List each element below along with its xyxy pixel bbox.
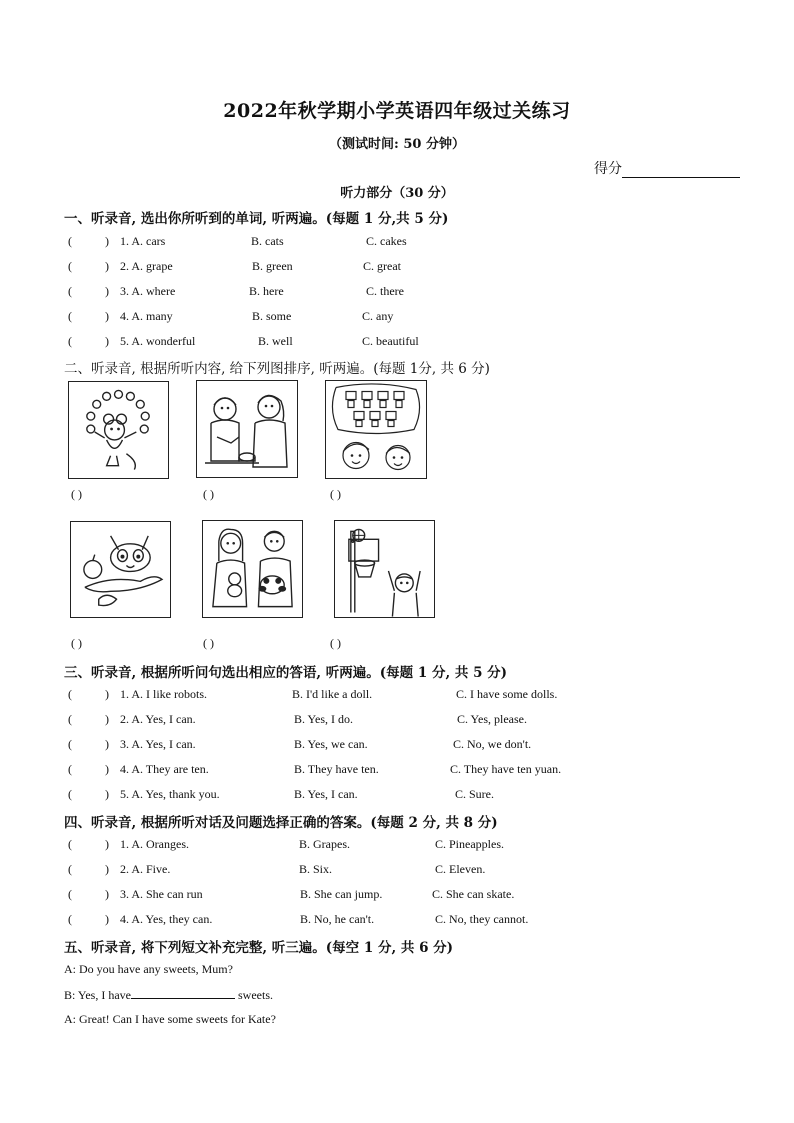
boy-girl-cake-illustration	[197, 381, 297, 477]
option-a: 1. A. Oranges.	[120, 837, 189, 851]
score-blank[interactable]	[622, 163, 740, 178]
option-a: 1. A. I like robots.	[120, 687, 207, 701]
dialogue-line	[64, 962, 233, 977]
answer-paren-close: )	[105, 862, 109, 876]
answer-paren-open[interactable]: (	[68, 887, 72, 901]
boy-girl-cake-picture	[196, 380, 298, 478]
option-a: 3. A. Yes, I can.	[120, 737, 196, 751]
answer-paren-close: )	[105, 687, 109, 701]
section1-heading: 一、听录音, 选出你所听到的单词, 听两遍。(每题 1 分,共 5 分)	[64, 211, 449, 227]
answer-paren-close: )	[105, 762, 109, 776]
answer-paren-close: )	[105, 912, 109, 926]
answer-paren-open[interactable]: (	[68, 787, 72, 801]
option-c: C. No, we don't.	[453, 737, 532, 751]
option-b: B. Yes, I do.	[294, 712, 354, 726]
score-label: 得分	[594, 161, 622, 177]
option-b: B. here	[249, 284, 284, 298]
answer-paren-close: )	[105, 737, 109, 751]
answer-paren-open[interactable]: (	[68, 912, 72, 926]
option-b: B. Yes, I can.	[294, 787, 358, 801]
dialogue-text: A: Do you have any sweets, Mum?	[64, 962, 233, 976]
page-title: 2022年秋学期小学英语四年级过关练习	[223, 100, 571, 122]
robots-kids-picture	[325, 380, 427, 479]
option-a: 3. A. where	[120, 284, 176, 298]
answer-paren-close: )	[105, 309, 109, 323]
dialogue-text: B: Yes, I have	[64, 988, 132, 1002]
option-a: 4. A. They are ten.	[120, 762, 209, 776]
option-b: B. green	[252, 259, 293, 273]
answer-paren-open[interactable]: (	[68, 309, 72, 323]
option-a: 4. A. many	[120, 309, 173, 323]
score-field	[594, 158, 740, 178]
option-c: C. No, they cannot.	[435, 912, 529, 926]
cat-apple-illustration	[71, 522, 170, 617]
option-b: B. some	[252, 309, 292, 323]
fill-blank[interactable]	[131, 987, 235, 999]
kids-dolls-picture	[202, 520, 303, 618]
section4-heading: 四、听录音, 根据所听对话及问题选择正确的答案。(每题 2 分, 共 8 分)	[64, 815, 498, 831]
option-b: B. Yes, we can.	[294, 737, 368, 751]
answer-paren-open[interactable]: (	[68, 762, 72, 776]
option-c: C. beautiful	[362, 334, 419, 348]
option-a: 2. A. Yes, I can.	[120, 712, 196, 726]
option-c: C. Sure.	[455, 787, 494, 801]
option-c: C. cakes	[366, 234, 407, 248]
order-blank[interactable]: ( )	[71, 487, 82, 501]
dialogue-line	[64, 1012, 276, 1027]
option-b: B. No, he can't.	[300, 912, 375, 926]
option-c: C. Eleven.	[435, 862, 486, 876]
test-time: （测试时间: 50 分钟）	[329, 137, 465, 152]
answer-paren-close: )	[105, 787, 109, 801]
cat-apple-picture	[70, 521, 171, 618]
option-c: C. great	[363, 259, 401, 273]
kids-dolls-illustration	[203, 521, 302, 617]
answer-paren-open[interactable]: (	[68, 259, 72, 273]
mouse-juggling-picture	[68, 381, 169, 479]
option-c: C. there	[366, 284, 404, 298]
basketball-illustration	[335, 521, 434, 617]
robots-kids-illustration	[326, 381, 426, 478]
section5-heading: 五、听录音, 将下列短文补充完整, 听三遍。(每空 1 分, 共 6 分)	[64, 940, 454, 956]
option-c: C. She can skate.	[432, 887, 515, 901]
option-b: B. well	[258, 334, 293, 348]
option-a: 2. A. Five.	[120, 862, 171, 876]
option-a: 1. A. cars	[120, 234, 166, 248]
order-blank[interactable]: ( )	[330, 487, 341, 501]
answer-paren-close: )	[105, 334, 109, 348]
option-b: B. cats	[251, 234, 284, 248]
basketball-picture	[334, 520, 435, 618]
option-b: B. Six.	[299, 862, 333, 876]
answer-paren-open[interactable]: (	[68, 712, 72, 726]
answer-paren-open[interactable]: (	[68, 862, 72, 876]
answer-paren-open[interactable]: (	[68, 284, 72, 298]
order-blank[interactable]: ( )	[71, 636, 82, 650]
option-c: C. Yes, please.	[457, 712, 528, 726]
option-a: 2. A. grape	[120, 259, 173, 273]
section2-heading: 二、听录音, 根据所听内容, 给下列图排序, 听两遍。(每题 1分, 共 6 分)	[64, 361, 490, 377]
option-a: 3. A. She can run	[120, 887, 203, 901]
option-c: C. Pineapples.	[435, 837, 504, 851]
mouse-juggling-illustration	[69, 382, 168, 478]
dialogue-line	[64, 987, 273, 1003]
option-b: B. Grapes.	[299, 837, 350, 851]
answer-paren-open[interactable]: (	[68, 234, 72, 248]
answer-paren-open[interactable]: (	[68, 687, 72, 701]
answer-paren-close: )	[105, 259, 109, 273]
section3-heading: 三、听录音, 根据所听问句选出相应的答语, 听两遍。(每题 1 分, 共 5 分)	[64, 665, 508, 681]
answer-paren-open[interactable]: (	[68, 334, 72, 348]
option-a: 5. A. Yes, thank you.	[120, 787, 220, 801]
order-blank[interactable]: ( )	[203, 636, 214, 650]
order-blank[interactable]: ( )	[203, 487, 214, 501]
answer-paren-open[interactable]: (	[68, 837, 72, 851]
option-b: B. They have ten.	[294, 762, 379, 776]
answer-paren-close: )	[105, 284, 109, 298]
option-a: 4. A. Yes, they can.	[120, 912, 213, 926]
order-blank[interactable]: ( )	[330, 636, 341, 650]
answer-paren-close: )	[105, 837, 109, 851]
dialogue-text-after: sweets.	[235, 988, 274, 1002]
answer-paren-close: )	[105, 887, 109, 901]
option-b: B. I'd like a doll.	[292, 687, 373, 701]
dialogue-text: A: Great! Can I have some sweets for Kate?	[64, 1012, 276, 1026]
option-a: 5. A. wonderful	[120, 334, 196, 348]
answer-paren-close: )	[105, 712, 109, 726]
answer-paren-close: )	[105, 234, 109, 248]
option-c: C. any	[362, 309, 394, 323]
option-c: C. They have ten yuan.	[450, 762, 562, 776]
option-b: B. She can jump.	[300, 887, 383, 901]
option-c: C. I have some dolls.	[456, 687, 558, 701]
answer-paren-open[interactable]: (	[68, 737, 72, 751]
listening-part-title: 听力部分（30 分）	[340, 186, 454, 201]
